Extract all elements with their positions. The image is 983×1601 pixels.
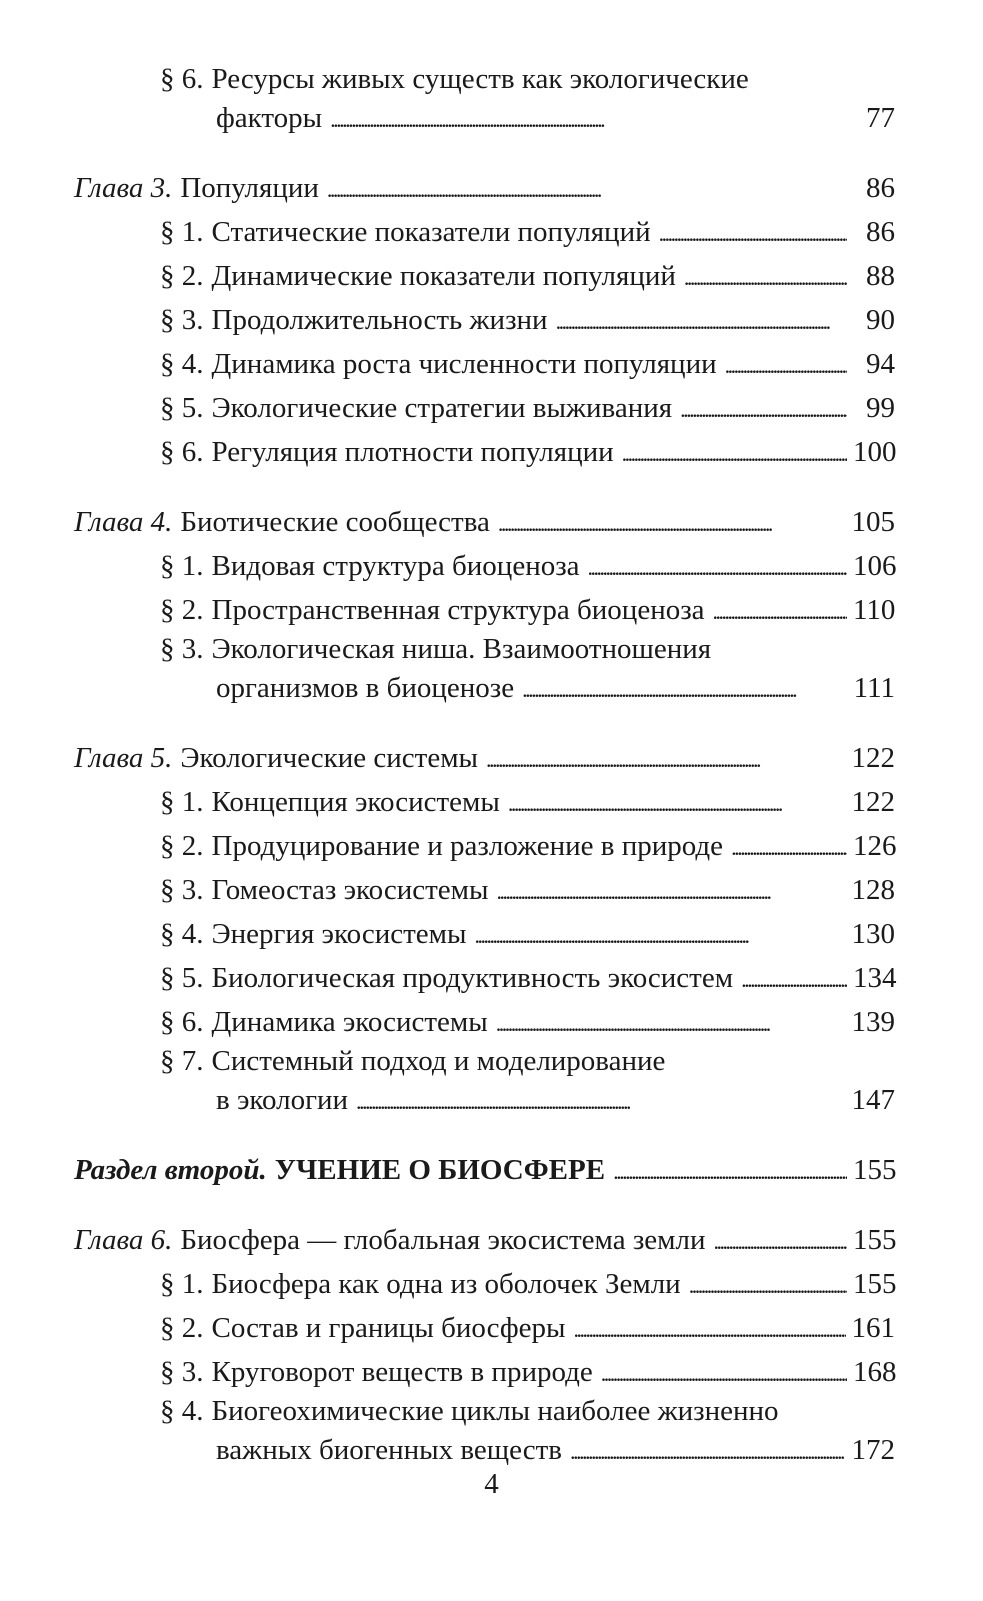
section-title: Биогеохимические циклы наиболее жизненно bbox=[211, 1395, 779, 1427]
section-title: Гомеостаз экосистемы bbox=[211, 874, 489, 906]
section-title: Экологическая ниша. Взаимоотношения bbox=[211, 633, 712, 665]
toc-section-line1 bbox=[0, 1394, 983, 1428]
toc-section bbox=[0, 1306, 983, 1350]
page-number: 88 bbox=[866, 260, 895, 292]
part-title: УЧЕНИЕ О БИОСФЕРЕ bbox=[274, 1154, 606, 1186]
page-number: 86 bbox=[866, 172, 895, 204]
section-title: Экологические стратегии выживания bbox=[211, 392, 673, 424]
section-number: § 3. bbox=[160, 1356, 204, 1388]
toc-section-line1 bbox=[0, 632, 983, 666]
page-number: 110 bbox=[853, 594, 896, 626]
page-number: 90 bbox=[866, 304, 895, 336]
chapter-title: Биотические сообщества bbox=[180, 506, 490, 538]
toc-section bbox=[0, 1262, 983, 1306]
section-number: § 2. bbox=[160, 830, 204, 862]
leader-dots bbox=[474, 914, 845, 958]
section-number: § 1. bbox=[160, 216, 204, 248]
section-number: § 7. bbox=[160, 1045, 204, 1077]
section-number: § 2. bbox=[160, 260, 204, 292]
page-number: 139 bbox=[851, 1006, 895, 1038]
toc-section bbox=[0, 956, 983, 1000]
section-title-continued: организмов в биоценозе bbox=[216, 672, 515, 704]
section-title: Круговорот веществ в природе bbox=[211, 1356, 593, 1388]
page-number: 122 bbox=[851, 786, 895, 818]
section-title: Ресурсы живых существ как экологические bbox=[211, 63, 749, 95]
leader-dots bbox=[556, 300, 847, 344]
section-number: § 3. bbox=[160, 633, 204, 665]
chapter-title: Биосфера — глобальная экосистема земли bbox=[180, 1224, 706, 1256]
section-number: § 4. bbox=[160, 348, 204, 380]
section-title: Энергия экосистемы bbox=[211, 918, 467, 950]
leader-dots bbox=[622, 432, 847, 476]
page-number: 155 bbox=[853, 1154, 897, 1186]
page-number: 122 bbox=[851, 742, 895, 774]
page-number: 130 bbox=[851, 918, 895, 950]
section-title: Концепция экосистемы bbox=[211, 786, 500, 818]
section-title: Статические показатели популяций bbox=[211, 216, 651, 248]
section-number: § 1. bbox=[160, 1268, 204, 1300]
section-title: Динамические показатели популяций bbox=[211, 260, 676, 292]
page-number: 77 bbox=[866, 102, 895, 134]
leader-dots bbox=[713, 590, 847, 634]
section-number: § 4. bbox=[160, 918, 204, 950]
section-number: § 1. bbox=[160, 550, 204, 582]
section-title: Динамика роста численности популяции bbox=[211, 348, 717, 380]
leader-dots bbox=[356, 1080, 845, 1124]
leader-dots bbox=[659, 212, 847, 256]
chapter-label: Глава 6. bbox=[74, 1224, 173, 1256]
table-of-contents bbox=[0, 62, 983, 1472]
leader-dots bbox=[725, 344, 847, 388]
leader-dots bbox=[486, 738, 845, 782]
page-number: 155 bbox=[853, 1224, 897, 1256]
page-number: 126 bbox=[853, 830, 897, 862]
leader-dots bbox=[680, 388, 847, 432]
toc-chapter-6 bbox=[0, 1218, 983, 1262]
toc-section-line1 bbox=[0, 1044, 983, 1078]
section-title: Продолжительность жизни bbox=[211, 304, 548, 336]
toc-section bbox=[0, 1000, 983, 1044]
section-title: Состав и границы биосферы bbox=[211, 1312, 566, 1344]
leader-dots bbox=[731, 826, 847, 870]
section-number: § 6. bbox=[160, 63, 204, 95]
chapter-label: Глава 3. bbox=[74, 172, 173, 204]
section-title: Биосфера как одна из оболочек Земли bbox=[211, 1268, 681, 1300]
section-title-continued: факторы bbox=[216, 102, 323, 134]
leader-dots bbox=[613, 1150, 847, 1194]
section-number: § 6. bbox=[160, 436, 204, 468]
page-number: 147 bbox=[851, 1084, 895, 1116]
page-number: 134 bbox=[853, 962, 897, 994]
section-number: § 5. bbox=[160, 962, 204, 994]
section-number: § 5. bbox=[160, 392, 204, 424]
part-label: Раздел второй. bbox=[74, 1154, 267, 1186]
toc-section-line2 bbox=[0, 1078, 983, 1122]
section-title: Пространственная структура биоценоза bbox=[211, 594, 705, 626]
chapter-label: Глава 5. bbox=[74, 742, 173, 774]
toc-section bbox=[0, 210, 983, 254]
leader-dots bbox=[330, 98, 847, 142]
toc-section bbox=[0, 298, 983, 342]
toc-entry-resources-line1 bbox=[0, 62, 983, 96]
toc-chapter-3 bbox=[0, 166, 983, 210]
section-title: Системный подход и моделирование bbox=[211, 1045, 666, 1077]
leader-dots bbox=[684, 256, 847, 300]
chapter-label: Глава 4. bbox=[74, 506, 173, 538]
page-number: 155 bbox=[853, 1268, 897, 1300]
leader-dots bbox=[497, 870, 846, 914]
section-number: § 2. bbox=[160, 594, 204, 626]
section-title-continued: важных биогенных веществ bbox=[216, 1434, 562, 1466]
leader-dots bbox=[522, 668, 847, 712]
toc-section bbox=[0, 780, 983, 824]
chapter-title: Популяции bbox=[180, 172, 319, 204]
page-number: 100 bbox=[853, 436, 897, 468]
section-title: Динамика экосистемы bbox=[211, 1006, 488, 1038]
section-number: § 6. bbox=[160, 1006, 204, 1038]
toc-section-line2 bbox=[0, 666, 983, 710]
toc-section bbox=[0, 386, 983, 430]
leader-dots bbox=[508, 782, 846, 826]
section-number: § 1. bbox=[160, 786, 204, 818]
page-number: 128 bbox=[851, 874, 895, 906]
page-number: 105 bbox=[851, 506, 895, 538]
toc-section bbox=[0, 430, 983, 474]
toc-section bbox=[0, 824, 983, 868]
page-folio: 4 bbox=[484, 1468, 499, 1500]
toc-section bbox=[0, 342, 983, 386]
leader-dots bbox=[496, 1002, 846, 1046]
section-number: § 3. bbox=[160, 874, 204, 906]
section-number: § 3. bbox=[160, 304, 204, 336]
leader-dots bbox=[573, 1308, 845, 1352]
leader-dots bbox=[714, 1220, 848, 1264]
section-title: Регуляция плотности популяции bbox=[211, 436, 614, 468]
section-title: Биологическая продуктивность экосистем bbox=[211, 962, 734, 994]
leader-dots bbox=[689, 1264, 847, 1308]
page-number: 172 bbox=[851, 1434, 895, 1466]
page-number: 168 bbox=[853, 1356, 897, 1388]
toc-section bbox=[0, 1350, 983, 1394]
toc-entry-resources-line2 bbox=[0, 96, 983, 140]
toc-section bbox=[0, 912, 983, 956]
section-title-continued: в экологии bbox=[216, 1084, 349, 1116]
leader-dots bbox=[498, 502, 846, 546]
page-number: 106 bbox=[853, 550, 897, 582]
toc-section bbox=[0, 544, 983, 588]
page-number: 111 bbox=[853, 672, 895, 704]
leader-dots bbox=[741, 958, 847, 1002]
section-title: Видовая структура биоценоза bbox=[211, 550, 580, 582]
page-number: 161 bbox=[851, 1312, 895, 1344]
toc-chapter-5 bbox=[0, 736, 983, 780]
toc-section bbox=[0, 868, 983, 912]
section-title: Продуцирование и разложение в природе bbox=[211, 830, 724, 862]
page-number: 94 bbox=[866, 348, 895, 380]
page-number: 99 bbox=[866, 392, 895, 424]
toc-part-2 bbox=[0, 1148, 983, 1192]
toc-section bbox=[0, 254, 983, 298]
toc-chapter-4 bbox=[0, 500, 983, 544]
leader-dots bbox=[588, 546, 847, 590]
section-number: § 2. bbox=[160, 1312, 204, 1344]
toc-section bbox=[0, 588, 983, 632]
leader-dots bbox=[327, 168, 847, 212]
section-number: § 4. bbox=[160, 1395, 204, 1427]
leader-dots bbox=[601, 1352, 847, 1396]
chapter-title: Экологические системы bbox=[180, 742, 479, 774]
page-number: 86 bbox=[866, 216, 895, 248]
